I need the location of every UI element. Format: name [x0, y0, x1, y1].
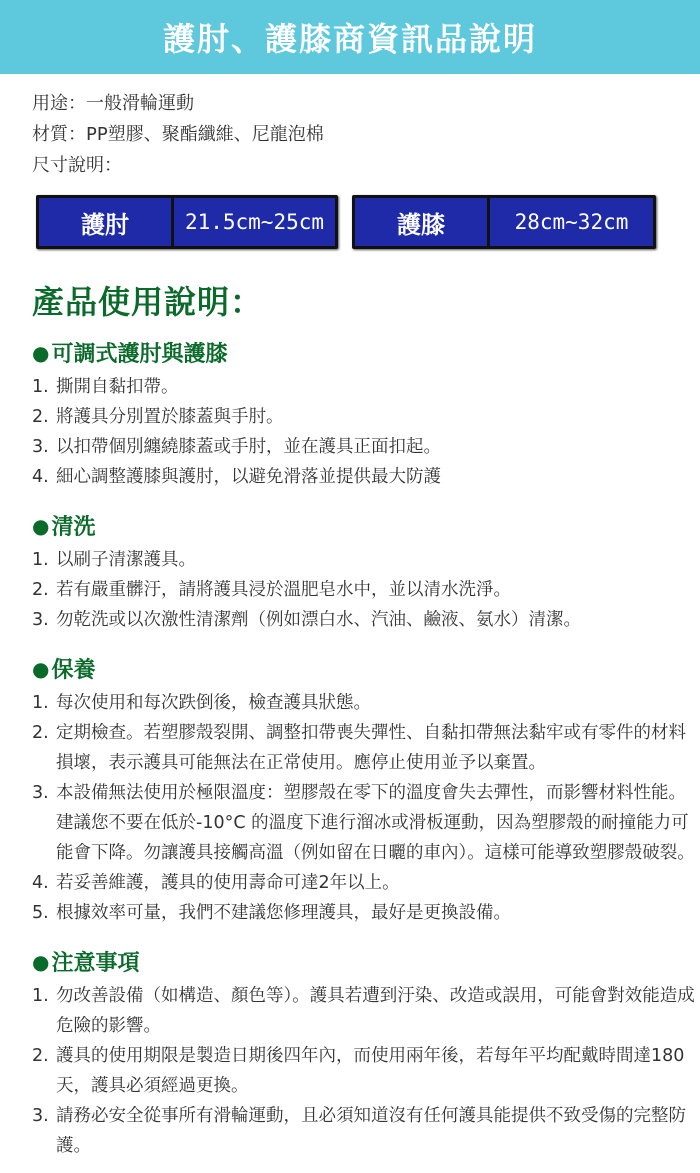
- section-heading: [32, 510, 700, 541]
- section-cleaning: [32, 510, 700, 635]
- list-item: 1. 撕開自黏扣帶。: [32, 377, 179, 397]
- bullet-icon: ●: [32, 656, 50, 681]
- list-item: 4. 細心調整護膝與護肘，以避免滑落並提供最大防護: [32, 467, 441, 487]
- list-item: 2. 定期檢查。若塑膠殼裂開、調整扣帶喪失彈性、自黏扣帶無法黏牢或有零件的材料損壞，表示護具可能無法在正常使用。應停止使用並予以棄置。: [32, 723, 686, 773]
- usage-title: 產品使用說明：: [32, 283, 264, 321]
- list-item: 1. 勿改善設備（如構造、顏色等）。護具若遭到汙染、改造或誤用，可能會對效能造成危險的影響。: [32, 986, 695, 1036]
- section-heading: [32, 337, 700, 368]
- list-item: 2. 護具的使用期限是製造日期後四年內，而使用兩年後，若每年平均配戴時間達180天，護具必須經過更換。: [32, 1046, 685, 1096]
- section-heading-text: 注意事項: [51, 951, 140, 976]
- list-item: 3. 本設備無法使用於極限溫度：塑膠殼在零下的溫度會失去彈性，而影響材料性能。建議您不要在低於-10°C 的溫度下進行溜冰或滑板運動，因為塑膠殼的耐撞能力可能會下降。勿讓護具接觸高溫（例如留在日曬的車內）。這樣可能導致塑膠殼破裂。: [32, 783, 695, 863]
- size-table: [36, 195, 700, 249]
- usage-text: 用途：一般滑輪運動: [32, 93, 194, 114]
- list-item: 3. 請務必安全從事所有滑輪運動，且必須知道沒有任何護具能提供不致受傷的完整防護。: [32, 1106, 686, 1156]
- section-heading: [32, 653, 700, 684]
- list-item: 2. 若有嚴重髒汙，請將護具浸於溫肥皂水中，並以清水洗淨。: [32, 580, 511, 600]
- list-item: 1. 每次使用和每次跌倒後，檢查護具狀態。: [32, 693, 371, 713]
- section-notes: [32, 946, 700, 1161]
- elbow-size-label: 護肘: [39, 198, 174, 246]
- knee-size-label: 護膝: [355, 198, 490, 246]
- section-heading: [32, 946, 700, 977]
- bullet-icon: ●: [32, 340, 50, 365]
- instruction-list: [32, 545, 700, 635]
- section-maintenance: [32, 653, 700, 928]
- banner-title: 護肘、護膝商資訊品說明: [162, 20, 537, 58]
- list-item: 3. 以扣帶個別纏繞膝蓋或手肘，並在護具正面扣起。: [32, 437, 441, 457]
- list-item: 3. 勿乾洗或以次激性清潔劑（例如漂白水、汽油、鹼液、氨水）清潔。: [32, 610, 581, 630]
- material-text: 材質：PP塑膠、聚酯纖維、尼龍泡棉: [32, 124, 324, 145]
- section-heading-text: 保養: [51, 658, 96, 683]
- size-label: 尺寸說明：: [32, 155, 122, 176]
- list-item: 1. 以刷子清潔護具。: [32, 550, 196, 570]
- page-banner: [0, 0, 700, 74]
- list-item: 2. 將護具分別置於膝蓋與手肘。: [32, 407, 284, 427]
- section-heading-text: 清洗: [51, 515, 96, 540]
- basic-info: [0, 74, 700, 181]
- knee-size-value: 28cm~32cm: [514, 210, 629, 234]
- knee-size-box: [352, 195, 656, 249]
- elbow-size-box: [36, 195, 338, 249]
- list-item: 5. 根據效率可量，我們不建議您修理護具，最好是更換設備。: [32, 903, 511, 923]
- section-heading-text: 可調式護肘與護膝: [51, 342, 228, 367]
- list-item: 4. 若妥善維護，護具的使用壽命可達2年以上。: [32, 873, 400, 893]
- section-adjustable: [32, 337, 700, 492]
- elbow-size-value: 21.5cm~25cm: [184, 210, 325, 234]
- bullet-icon: ●: [32, 513, 50, 538]
- instruction-list: [32, 688, 700, 928]
- instruction-list: [32, 981, 700, 1161]
- bullet-icon: ●: [32, 949, 50, 974]
- instruction-list: [32, 372, 700, 492]
